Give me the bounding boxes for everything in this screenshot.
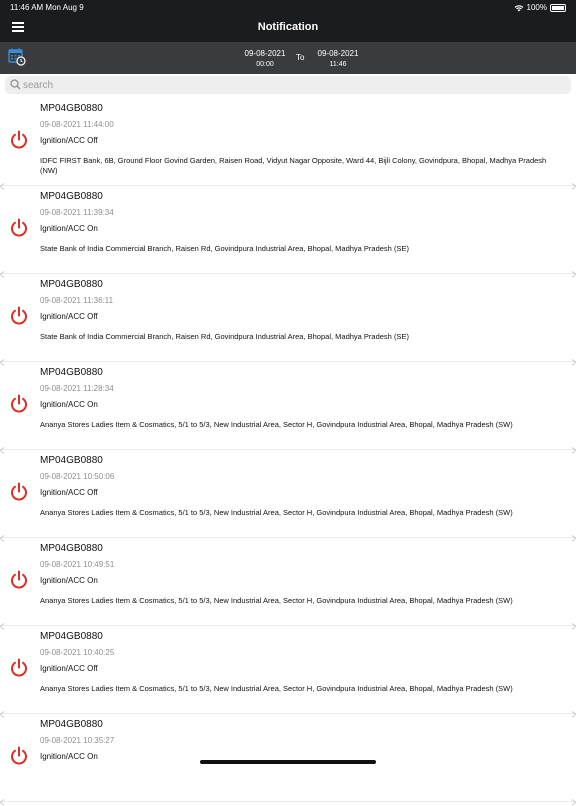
event-address: Ananya Stores Ladies Item & Cosmatics, 5/1 to 5/3, New Industrial Area, Sector H, Govindpura Industrial Area, Bhopal, Madhya Pradesh (SW) bbox=[40, 508, 513, 517]
home-indicator bbox=[200, 760, 376, 764]
chevron-right-icon bbox=[569, 799, 576, 806]
list-item[interactable] bbox=[0, 626, 576, 714]
power-icon bbox=[9, 218, 29, 238]
event-address: State Bank of India Commercial Branch, Raisen Rd, Govindpura Industrial Area, Bhopal, Madhya Pradesh (SE) bbox=[40, 244, 409, 253]
list-item[interactable] bbox=[0, 98, 576, 186]
list-item[interactable] bbox=[0, 274, 576, 362]
event-datetime: 09-08-2021 10:40:25 bbox=[40, 648, 115, 657]
event-status: Ignition/ACC On bbox=[40, 400, 98, 409]
to-time: 11:46 bbox=[329, 61, 347, 68]
list-item[interactable] bbox=[0, 362, 576, 450]
event-address: State Bank of India Commercial Branch, Raisen Rd, Govindpura Industrial Area, Bhopal, Madhya Pradesh (SE) bbox=[40, 332, 409, 341]
power-icon bbox=[9, 482, 29, 502]
event-datetime: 09-08-2021 10:50:06 bbox=[40, 472, 115, 481]
vehicle-plate: MP04GB0880 bbox=[40, 631, 103, 642]
vehicle-plate: MP04GB0880 bbox=[40, 719, 103, 730]
power-icon bbox=[9, 658, 29, 678]
event-status: Ignition/ACC On bbox=[40, 752, 98, 761]
event-status: Ignition/ACC Off bbox=[40, 664, 98, 673]
event-address: Ananya Stores Ladies Item & Cosmatics, 5/1 to 5/3, New Industrial Area, Sector H, Govindpura Industrial Area, Bhopal, Madhya Pradesh (SW) bbox=[40, 420, 513, 429]
from-date: 09-08-2021 bbox=[244, 49, 286, 58]
power-icon bbox=[9, 306, 29, 326]
list-item[interactable] bbox=[0, 186, 576, 274]
power-icon bbox=[9, 394, 29, 414]
event-datetime: 09-08-2021 10:49:51 bbox=[40, 560, 115, 569]
event-datetime: 09-08-2021 11:28:34 bbox=[40, 384, 114, 393]
vehicle-plate: MP04GB0880 bbox=[40, 455, 103, 466]
list-item[interactable] bbox=[0, 450, 576, 538]
battery-percent: 100% bbox=[526, 3, 547, 12]
event-datetime: 09-08-2021 11:44:00 bbox=[40, 120, 114, 129]
search-input[interactable] bbox=[23, 77, 553, 93]
to-date: 09-08-2021 bbox=[317, 49, 359, 58]
battery-icon bbox=[550, 4, 566, 12]
wifi-icon bbox=[514, 4, 524, 12]
battery-status bbox=[514, 3, 566, 12]
power-icon bbox=[9, 570, 29, 590]
search-bar bbox=[5, 76, 571, 94]
nav-bar bbox=[0, 14, 576, 42]
event-datetime: 09-08-2021 11:39:34 bbox=[40, 208, 114, 217]
to-date-button[interactable] bbox=[308, 48, 368, 70]
power-icon bbox=[9, 130, 29, 150]
event-status: Ignition/ACC Off bbox=[40, 488, 98, 497]
to-label: To bbox=[296, 53, 305, 62]
from-date-button[interactable] bbox=[235, 48, 295, 70]
calendar-clock-icon[interactable] bbox=[8, 48, 26, 66]
event-status: Ignition/ACC Off bbox=[40, 312, 98, 321]
event-status: Ignition/ACC Off bbox=[40, 136, 98, 145]
event-datetime: 09-08-2021 11:36:11 bbox=[40, 296, 114, 305]
chevron-left-icon bbox=[0, 799, 7, 806]
search-icon bbox=[10, 79, 21, 90]
vehicle-plate: MP04GB0880 bbox=[40, 279, 103, 290]
vehicle-plate: MP04GB0880 bbox=[40, 543, 103, 554]
vehicle-plate: MP04GB0880 bbox=[40, 103, 103, 114]
from-time: 00:00 bbox=[256, 61, 274, 68]
event-address: IDFC FIRST Bank, 6B, Ground Floor Govind Garden, Raisen Road, Vidyut Nagar Opposite, Ward 44, Bijli Colony, Govindpura, Bhopal, Madhya Pradesh (NW) bbox=[40, 156, 547, 175]
event-address: Ananya Stores Ladies Item & Cosmatics, 5/1 to 5/3, New Industrial Area, Sector H, Govindpura Industrial Area, Bhopal, Madhya Pradesh (SW) bbox=[40, 596, 513, 605]
list-item[interactable] bbox=[0, 538, 576, 626]
status-time: 11:46 AM Mon Aug 9 bbox=[10, 3, 84, 12]
list-item[interactable] bbox=[0, 714, 576, 802]
status-bar bbox=[0, 0, 576, 14]
page-title: Notification bbox=[257, 21, 319, 33]
event-status: Ignition/ACC On bbox=[40, 576, 98, 585]
vehicle-plate: MP04GB0880 bbox=[40, 191, 103, 202]
event-address: Ananya Stores Ladies Item & Cosmatics, 5/1 to 5/3, New Industrial Area, Sector H, Govindpura Industrial Area, Bhopal, Madhya Pradesh (SW) bbox=[40, 684, 513, 693]
date-range-bar bbox=[0, 42, 576, 74]
power-icon bbox=[9, 746, 29, 766]
vehicle-plate: MP04GB0880 bbox=[40, 367, 103, 378]
notification-list bbox=[0, 98, 576, 802]
event-datetime: 09-08-2021 10:35:27 bbox=[40, 736, 115, 745]
event-status: Ignition/ACC On bbox=[40, 224, 98, 233]
